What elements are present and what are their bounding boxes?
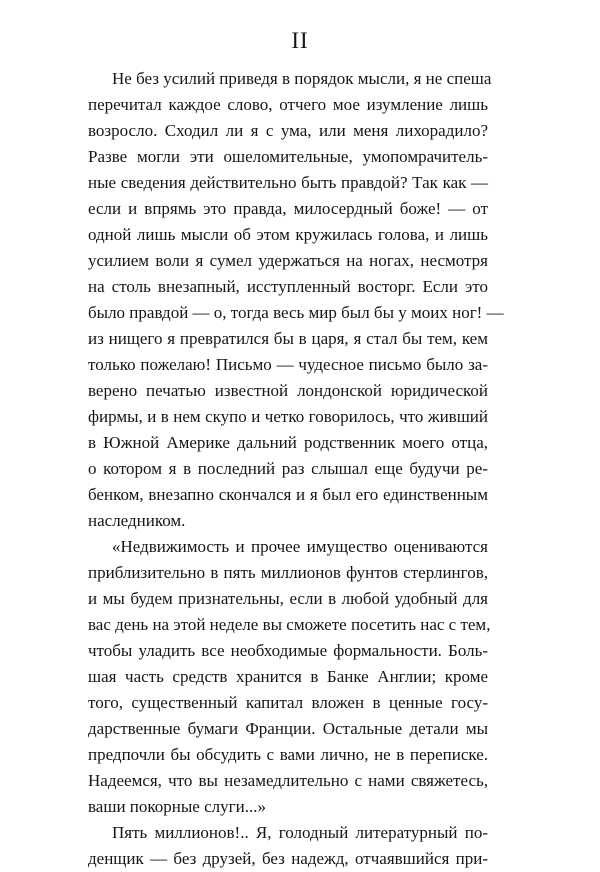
- text-line: денщик — без друзей, без надежд, отчаявшийся при-: [88, 849, 488, 868]
- text-line: того, существенный капитал вложен в ценные госу-: [88, 693, 488, 712]
- text-line: вас день на этой неделе вы сможете посетить нас с тем,: [88, 615, 491, 634]
- text-line: одной лишь мысли об этом кружилась голова, и лишь: [88, 225, 488, 244]
- text-line: Надеемся, что вы незамедлительно с нами свяжетесь,: [88, 771, 488, 790]
- text-line: чтобы уладить все необходимые формальности. Боль-: [88, 641, 488, 660]
- paragraph-2: [88, 534, 491, 820]
- text-line: ваши покорные слуги...»: [88, 797, 266, 816]
- text-line: дарственные бумаги Франции. Остальные детали мы: [88, 719, 488, 738]
- text-line: было правдой — о, тогда весь мир был бы у моих ног! —: [88, 303, 504, 322]
- text-line: если и впрямь это правда, милосердный боже! — от: [88, 199, 488, 218]
- text-line: приблизительно в пять миллионов фунтов стерлингов,: [88, 563, 488, 582]
- text-line: Не без усилий приведя в порядок мысли, я не спеша: [112, 69, 492, 88]
- text-line: о котором я в последний раз слышал еще будучи ре-: [88, 459, 488, 478]
- paragraph-1: [88, 66, 504, 534]
- text-line: в Южной Америке дальний родственник моего отца,: [88, 433, 488, 452]
- text-line: на столь внезапный, исступленный восторг. Если это: [88, 277, 488, 296]
- text-line: перечитал каждое слово, отчего мое изумление лишь: [88, 95, 488, 114]
- text-line: верено печатью известной лондонской юридической: [88, 381, 488, 400]
- text-line: ные сведения действительно быть правдой? Так как —: [88, 173, 488, 192]
- paragraph-3: [88, 820, 488, 872]
- text-line: «Недвижимость и прочее имущество оцениваются: [112, 537, 488, 556]
- text-line: наследником.: [88, 511, 186, 530]
- text-line: Пять миллионов!.. Я, голодный литературный по-: [112, 823, 488, 842]
- text-line: из нищего я превратился бы в царя, я стал бы тем, кем: [88, 329, 488, 348]
- text-line: бенком, внезапно скончался и я был его единственным: [88, 485, 488, 504]
- text-line: только пожелаю! Письмо — чудесное письмо было за-: [88, 355, 488, 374]
- text-line: возросло. Сходил ли я с ума, или меня лихорадило?: [88, 121, 488, 140]
- text-line: усилием воли я сумел удержаться на ногах, несмотря: [88, 251, 488, 270]
- text-line: Разве могли эти ошеломительные, умопомрачитель-: [88, 147, 488, 166]
- text-line: шая часть средств хранится в Банке Англии; кроме: [88, 667, 488, 686]
- chapter-heading: II: [291, 28, 309, 53]
- text-line: предпочли бы обсудить с вами лично, не в переписке.: [88, 745, 488, 764]
- text-line: и мы будем признательны, если в любой удобный для: [88, 589, 488, 608]
- text-line: фирмы, и в нем скупо и четко говорилось, что живший: [88, 407, 488, 426]
